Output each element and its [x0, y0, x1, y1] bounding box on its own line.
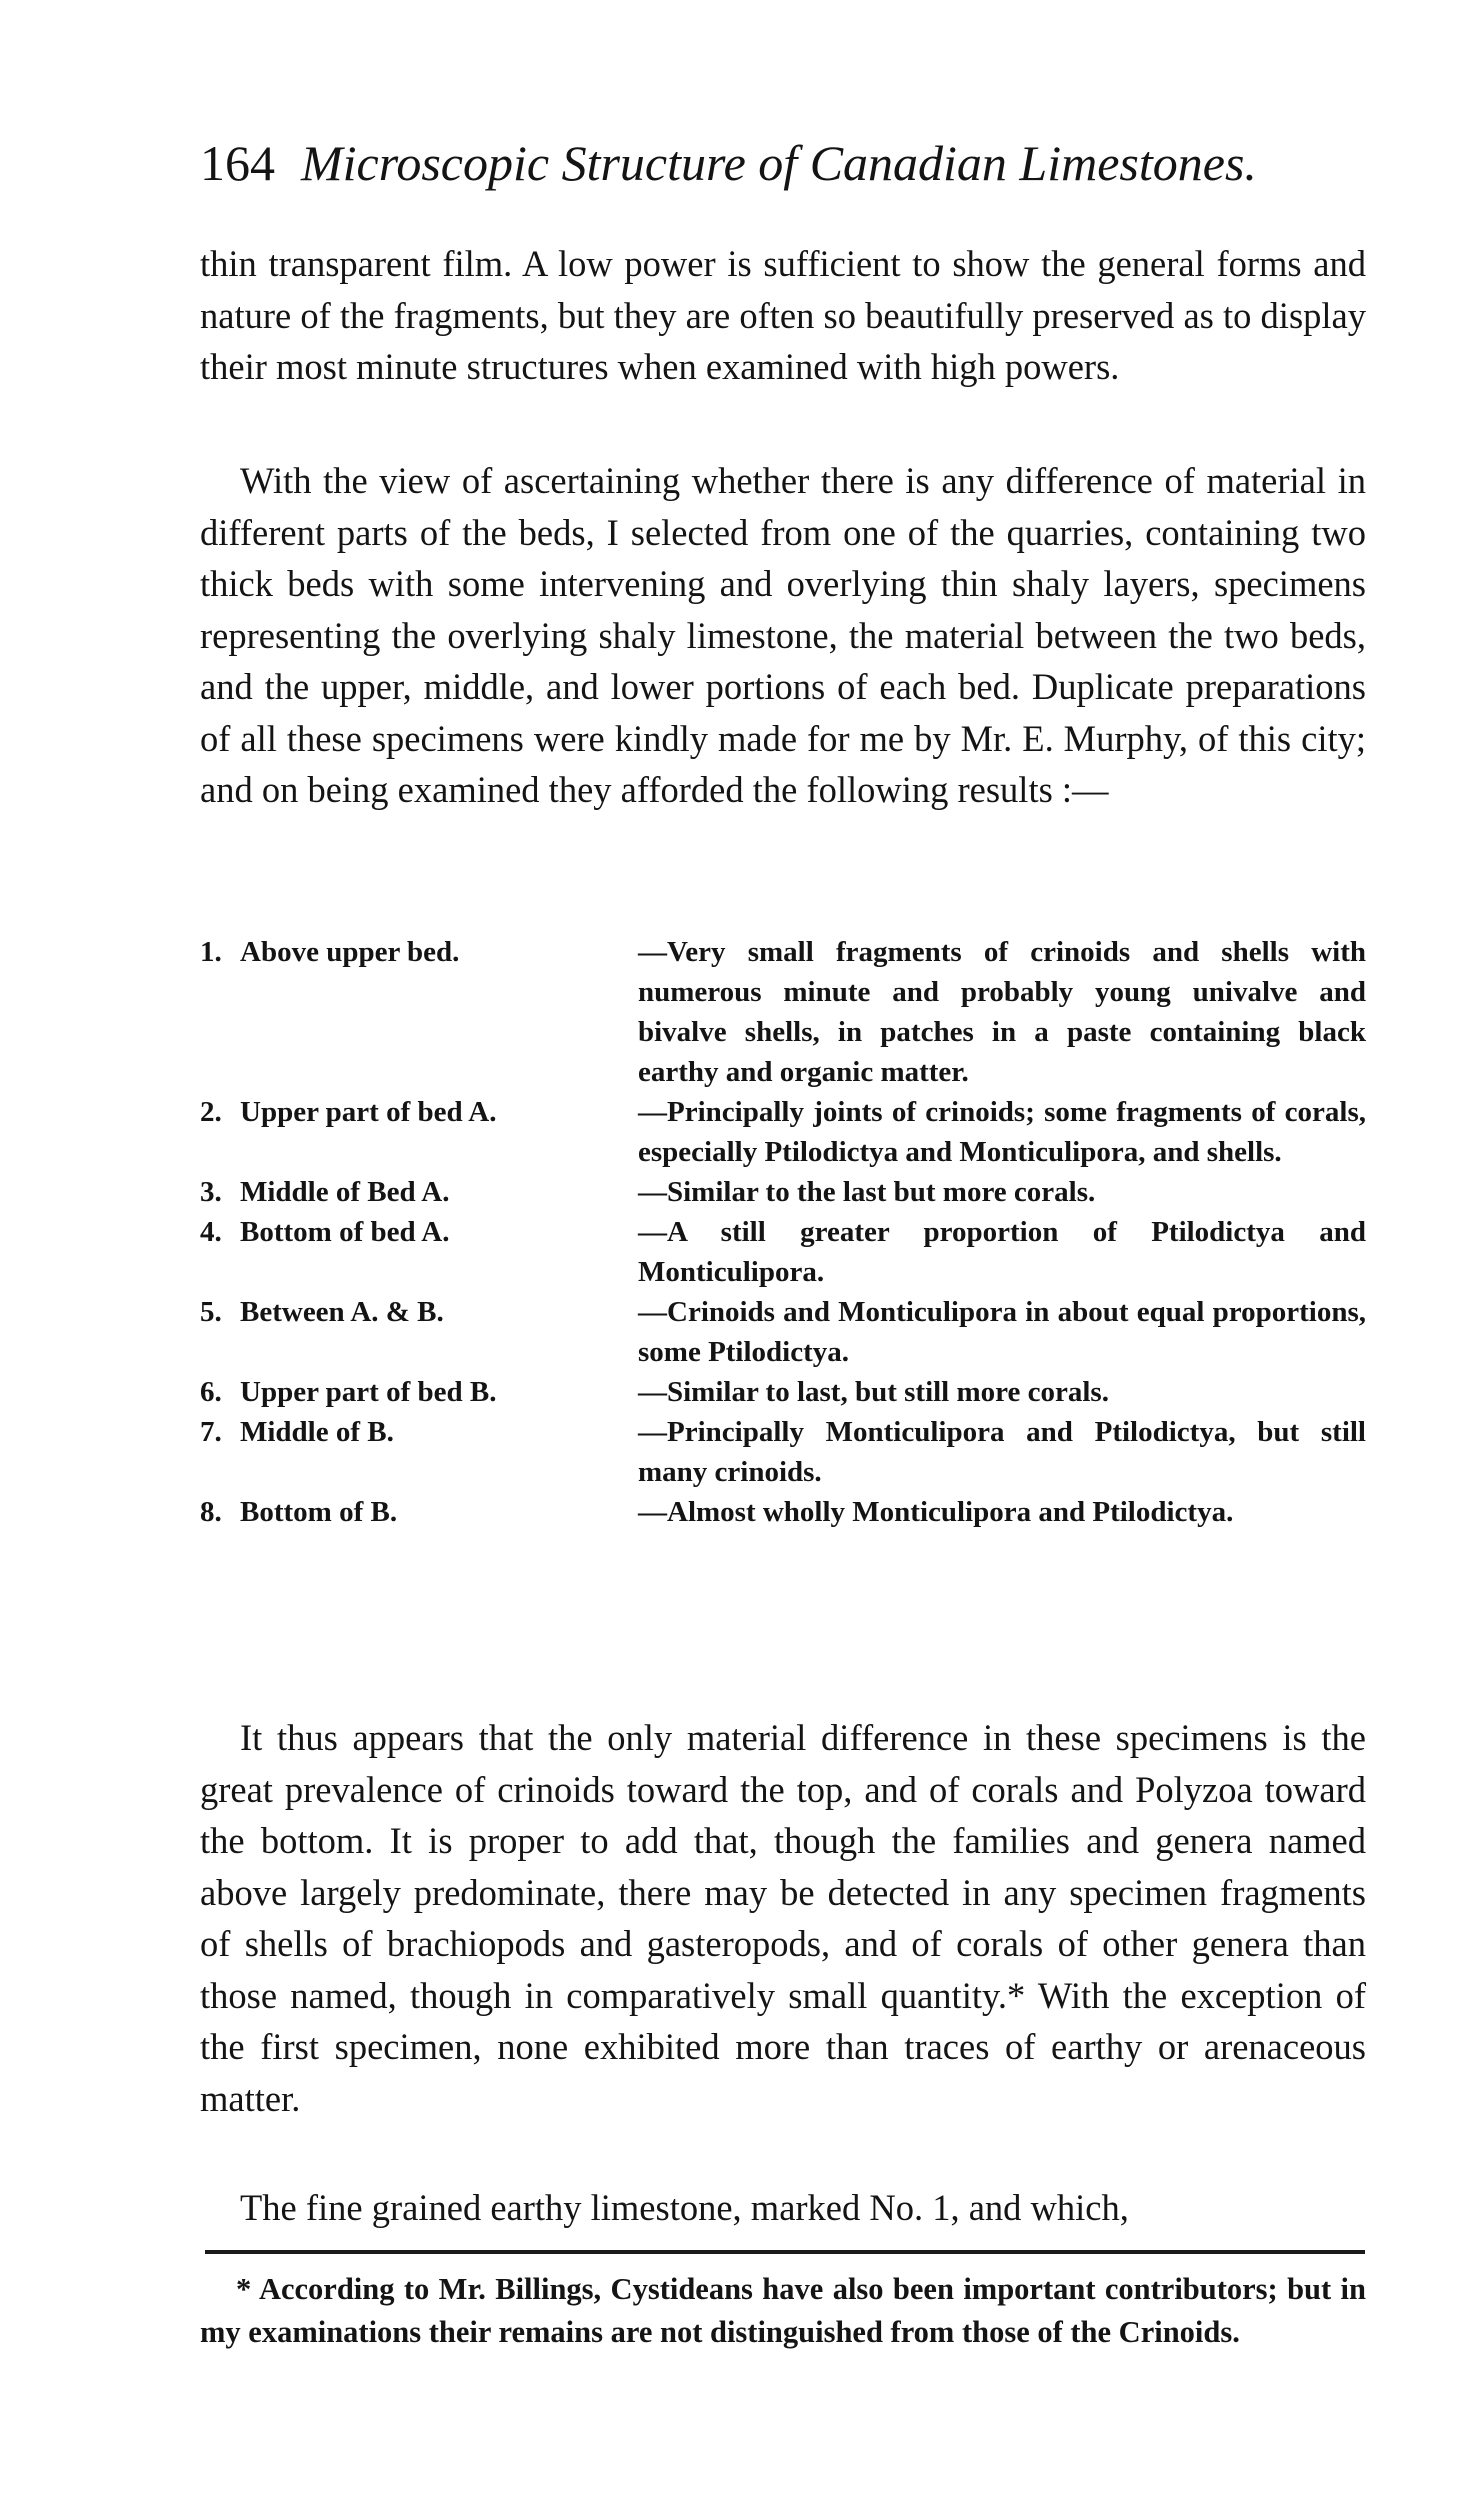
- footnote: * According to Mr. Billings, Cystideans have also been important contributors; but in my examinations their remains are not distinguished from those of the Crinoids.: [200, 2272, 1366, 2349]
- result-text: —Principally joints of crinoids; some fragments of corals, especially Ptilodictya and Monticulipora, and shells.: [638, 1096, 1366, 1168]
- result-label: Above upper bed.: [240, 936, 460, 968]
- result-number: 6.: [200, 1376, 222, 1408]
- result-text: —Crinoids and Monticulipora in about equal proportions, some Ptilodictya.: [638, 1296, 1366, 1368]
- result-label: Bottom of B.: [240, 1496, 398, 1528]
- result-text: —Almost wholly Monticulipora and Ptilodictya.: [638, 1496, 1234, 1528]
- result-item: [200, 932, 1366, 1092]
- paragraph-next: The fine grained earthy limestone, marked No. 1, and which,: [240, 2187, 1129, 2228]
- result-text: —Similar to last, but still more corals.: [638, 1376, 1109, 1408]
- result-number: 7.: [200, 1416, 222, 1448]
- running-header: [200, 128, 1380, 198]
- result-number: 1.: [200, 936, 222, 968]
- footnote-rule: [205, 2250, 1365, 2254]
- paragraph-method: With the view of ascertaining whether there is any difference of material in different parts of the beds, I selected from one of the quarries, containing two thick beds with some intervening and overlying thin shaly layers, specimens representing the overlying shaly limestone, the material between the two beds, and the upper, middle, and lower portions of each bed. Duplicate preparations of all these specimens were kindly made for me by Mr. E. Murphy, of this city; and on being examined they afforded the following results :—: [200, 460, 1366, 810]
- result-item: [200, 1092, 1366, 1172]
- result-number: 8.: [200, 1496, 222, 1528]
- result-label: Bottom of bed A.: [240, 1216, 450, 1248]
- results-list: [200, 932, 1366, 1532]
- result-item: [200, 1292, 1366, 1372]
- result-number: 3.: [200, 1176, 222, 1208]
- result-number: 5.: [200, 1296, 222, 1328]
- result-label: Middle of Bed A.: [240, 1176, 450, 1208]
- result-item: [200, 1492, 1366, 1532]
- result-text: —Principally Monticulipora and Ptilodictya, but still many crinoids.: [638, 1416, 1366, 1488]
- result-item: [200, 1212, 1366, 1292]
- result-text: —A still greater proportion of Ptilodictya and Monticulipora.: [638, 1216, 1366, 1288]
- result-item: [200, 1372, 1366, 1412]
- paragraph-continued: thin transparent film. A low power is sufficient to show the general forms and nature of the fragments, but they are often so beautifully preserved as to display their most minute structures when examined with high powers.: [200, 243, 1366, 387]
- result-item: [200, 1172, 1366, 1212]
- paragraph-conclusion: It thus appears that the only material difference in these specimens is the great prevalence of crinoids toward the top, and of corals and Polyzoa toward the bottom. It is proper to add that, though the families and genera named above largely predominate, there may be detected in any specimen fragments of shells of brachiopods and gasteropods, and of corals of other genera than those named, though in comparatively small quantity.* With the exception of the first specimen, none exhibited more than traces of earthy or arenaceous matter.: [200, 1717, 1366, 2119]
- result-text: —Very small fragments of crinoids and shells with numerous minute and probably young univalve and bivalve shells, in patches in a paste containing black earthy and organic matter.: [638, 936, 1366, 1088]
- result-label: Between A. & B.: [240, 1296, 444, 1328]
- result-number: 4.: [200, 1216, 222, 1248]
- running-title: Microscopic Structure of Canadian Limestones.: [301, 135, 1257, 191]
- result-label: Upper part of bed A.: [240, 1096, 497, 1128]
- result-number: 2.: [200, 1096, 222, 1128]
- result-label: Middle of B.: [240, 1416, 394, 1448]
- page-number: 164: [200, 135, 275, 191]
- result-label: Upper part of bed B.: [240, 1376, 497, 1408]
- result-text: —Similar to the last but more corals.: [638, 1176, 1096, 1208]
- result-item: [200, 1412, 1366, 1492]
